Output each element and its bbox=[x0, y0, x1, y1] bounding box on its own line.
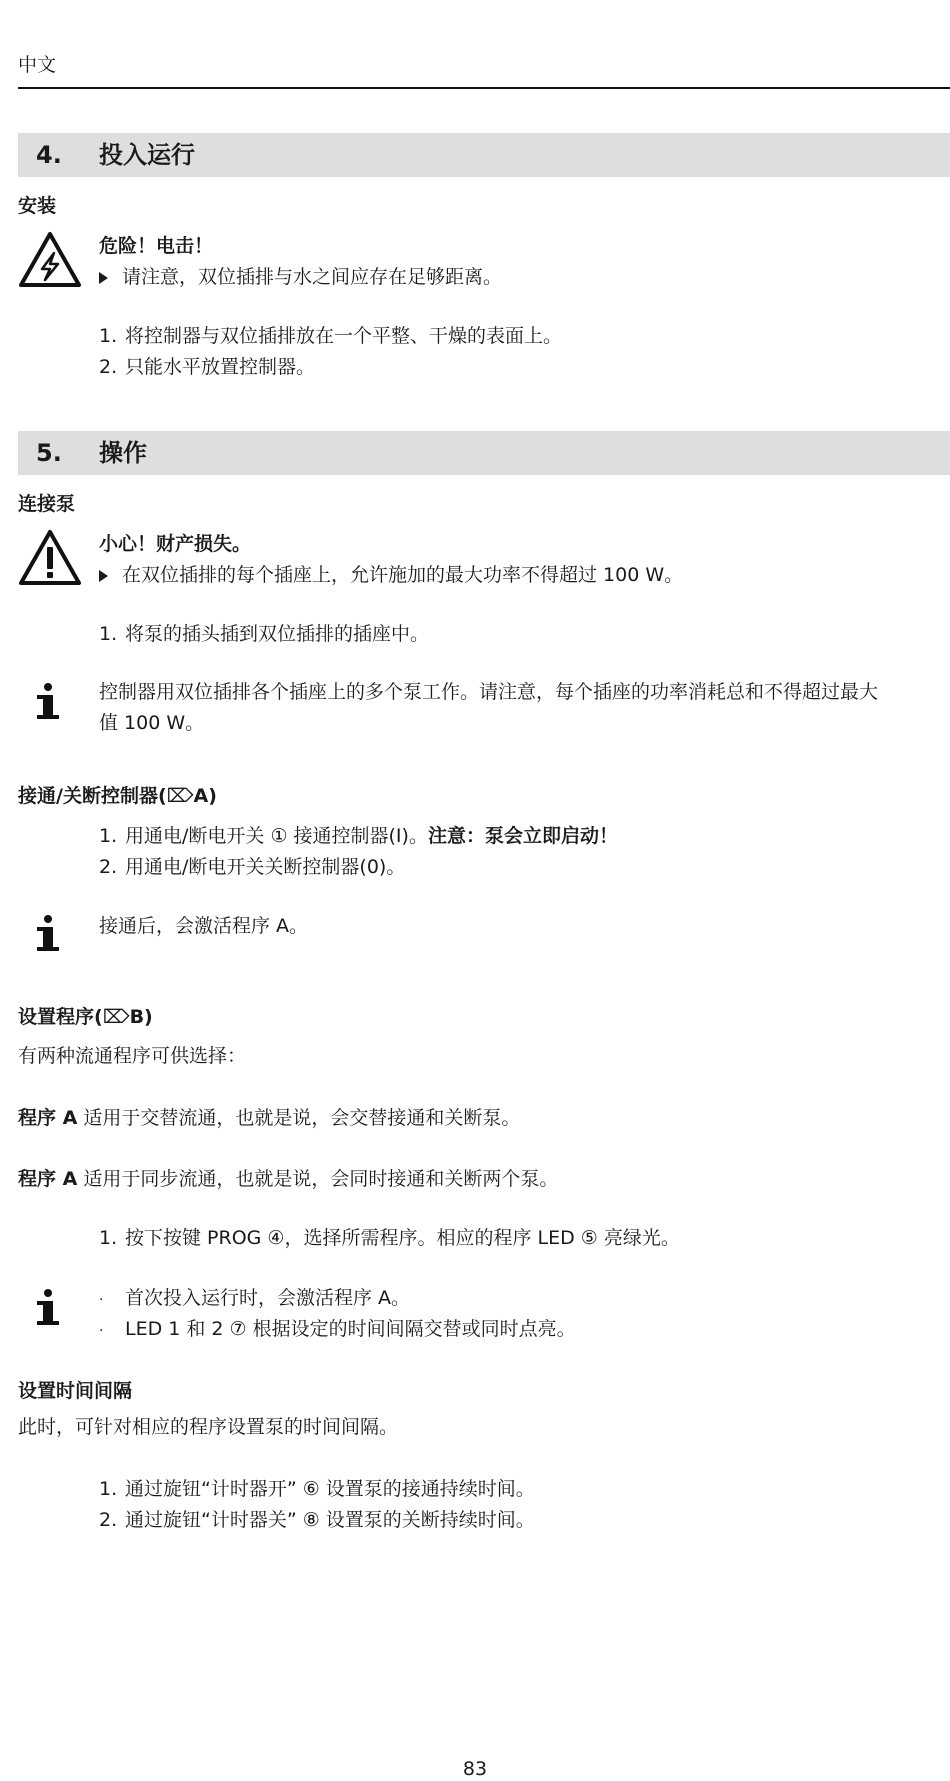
triangle-bullet-icon bbox=[99, 570, 108, 582]
info-bullet-item: · 首次投入运行时，会激活程序 A。 bbox=[99, 1287, 411, 1309]
program-heading: 设置程序(⌦B) bbox=[18, 1006, 153, 1028]
warning-bullet bbox=[99, 262, 502, 289]
list-item: 2. 用通电/断电开关关断控制器(0)。 bbox=[99, 856, 406, 878]
program-a-description: 程序 A 适用于交替流通，也就是说，会交替接通和关断泵。 bbox=[18, 1107, 521, 1129]
info-bullet-item: · LED 1 和 2 ⑦ 根据设定的时间间隔交替或同时点亮。 bbox=[99, 1318, 576, 1340]
list-item: 1. 将控制器与双位插排放在一个平整、干燥的表面上。 bbox=[99, 325, 563, 347]
list-item: 1. 用通电/断电开关 ① 接通控制器(I)。注意：泵会立即启动！ bbox=[99, 825, 618, 847]
list-item: 1. 按下按键 PROG ④，选择所需程序。相应的程序 LED ⑤ 亮绿光。 bbox=[99, 1227, 680, 1249]
caution-text: 在双位插排的每个插座上，允许施加的最大功率不得超过 100 W。 bbox=[122, 564, 684, 586]
section-5-header bbox=[18, 431, 950, 475]
info-note: 控制器用双位插排各个插座上的多个泵工作。请注意，每个插座的功率消耗总和不得超过最大 值 100 W。 bbox=[99, 681, 879, 734]
caution-title: 小心！财产损失。 bbox=[99, 533, 252, 555]
section-number: 4. bbox=[36, 141, 62, 169]
warning-text: 请注意，双位插排与水之间应存在足够距离。 bbox=[122, 266, 503, 288]
section-title: 投入运行 bbox=[99, 141, 195, 169]
program-intro: 有两种流通程序可供选择： bbox=[18, 1045, 247, 1067]
section-4-header bbox=[18, 133, 950, 177]
info-icon bbox=[28, 1288, 68, 1328]
info-note: 接通后，会激活程序 A。 bbox=[99, 915, 309, 937]
warning-title: 危险！电击！ bbox=[99, 235, 214, 257]
figure-reference-icon: ⌦ bbox=[166, 785, 194, 807]
onoff-heading: 接通/关断控制器(⌦A) bbox=[18, 785, 217, 807]
caution-bullet bbox=[99, 560, 683, 587]
info-icon bbox=[28, 682, 68, 722]
interval-heading: 设置时间间隔 bbox=[18, 1380, 133, 1402]
install-heading: 安装 bbox=[18, 195, 57, 217]
page-number: 83 bbox=[462, 1758, 488, 1780]
connect-pump-heading: 连接泵 bbox=[18, 493, 76, 515]
header-divider bbox=[18, 87, 950, 89]
list-item: 2. 通过旋钮“计时器关” ⑧ 设置泵的关断持续时间。 bbox=[99, 1509, 535, 1531]
caution-warning-icon bbox=[18, 529, 82, 587]
list-item: 2. 只能水平放置控制器。 bbox=[99, 356, 316, 378]
figure-reference-icon: ⌦ bbox=[102, 1006, 130, 1028]
info-icon bbox=[28, 914, 68, 954]
triangle-bullet-icon bbox=[99, 272, 108, 284]
electric-shock-warning-icon bbox=[18, 231, 82, 289]
list-item: 1. 通过旋钮“计时器开” ⑥ 设置泵的接通持续时间。 bbox=[99, 1478, 535, 1500]
program-b-description: 程序 A 适用于同步流通，也就是说，会同时接通和关断两个泵。 bbox=[18, 1168, 559, 1190]
section-title: 操作 bbox=[99, 439, 147, 467]
list-item: 1. 将泵的插头插到双位插排的插座中。 bbox=[99, 623, 430, 645]
section-number: 5. bbox=[36, 439, 62, 467]
interval-intro: 此时，可针对相应的程序设置泵的时间间隔。 bbox=[18, 1416, 399, 1438]
language-label: 中文 bbox=[18, 54, 57, 76]
